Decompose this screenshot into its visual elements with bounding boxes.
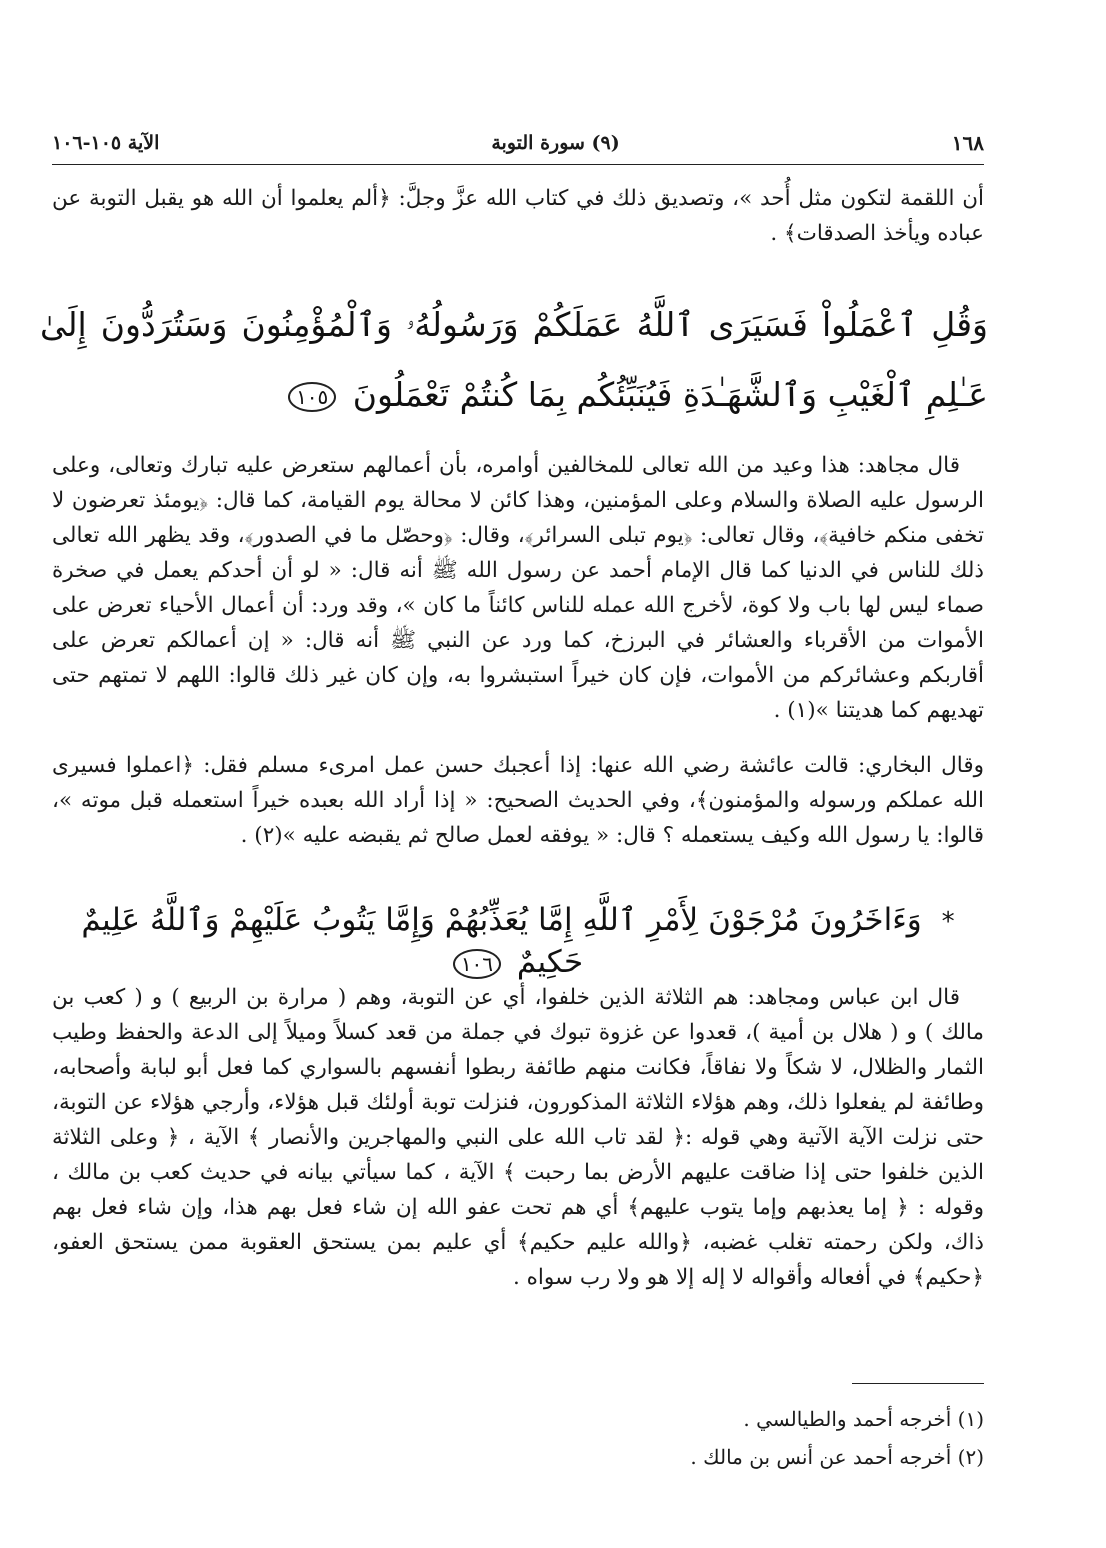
- header-divider: [52, 164, 984, 165]
- commentary-105-p1: قال مجاهد: هذا وعيد من الله تعالى للمخالفين أوامره، بأن أعمالهم ستعرض عليه تبارك وتعالى، وعلى الرسول عليه الصلاة والسلام وعلى المؤمنين، وهذا كائن لا محالة يوم القيامة، كما قال: ﴿يومئذ تعرضون لا تخفى منكم خافية﴾، وقال تعالى: ﴿يوم تبلى السرائر﴾، وقال: ﴿وحصّل ما في الصدور﴾، وقد يظهر الله تعالى ذلك للناس في الدنيا كما قال الإمام أحمد عن رسول الله ﷺ أنه قال: « لو أن أحدكم يعمل في صخرة صماء ليس لها باب ولا كوة، لأخرج الله عمله للناس كائناً ما كان »، وقد ورد: أن أعمال الأحياء تعرض على الأموات من الأقرباء والعشائر في البرزخ، كما ورد عن النبي ﷺ أنه قال: « إن أعمالكم تعرض على أقاربكم وعشائركم من الأموات، فإن كان خيراً استبشروا به، وإن كان غير ذلك قالوا: اللهم لا تمتهم حتى تهديهم كما هديتنا »(١) .: [52, 453, 984, 723]
- verse-106: [52, 900, 984, 982]
- verse-106-number: ١٠٦: [453, 949, 501, 979]
- commentary-105-p2: وقال البخاري: قالت عائشة رضي الله عنها: إذا أعجبك حسن عمل امرىء مسلم فقل: ﴿اعملوا فسيرى الله عملكم ورسوله والمؤمنون﴾، وفي الحديث الصحيح: « إذا أراد الله بعبده خيراً استعمله قبل موته »، قالوا: يا رسول الله وكيف يستعمله ؟ قال: « يوفقه لعمل صالح ثم يقبضه عليه »(٢) .: [52, 753, 984, 848]
- intro-paragraph: أن اللقمة لتكون مثل أُحد »، وتصديق ذلك في كتاب الله عزَّ وجلَّ: ﴿ألم يعلموا أن الله هو يقبل التوبة عن عباده ويأخذ الصدقات﴾ .: [52, 186, 984, 246]
- verse-105: [40, 290, 988, 430]
- verse-105-number: ١٠٥: [288, 382, 336, 412]
- footnote-1: (١) أخرجه أحمد والطيالسي .: [743, 1407, 984, 1431]
- footnote-2: (٢) أخرجه أحمد عن أنس بن مالك .: [690, 1445, 984, 1469]
- verse-106-star: *: [941, 907, 955, 937]
- verse-106-text: وَءَاخَرُونَ مُرْجَوْنَ لِأَمْرِ ٱللَّهِ إِمَّا يُعَذِّبُهُمْ وَإِمَّا يَتُوبُ عَلَيْهِمْ وَٱللَّهُ عَلِيمٌ حَكِيمٌ: [81, 902, 922, 980]
- surah-title: (٩) سورة التوبة: [491, 132, 620, 154]
- commentary-106: قال ابن عباس ومجاهد: هم الثلاثة الذين خلفوا، أي عن التوبة، وهم ( مرارة بن الربيع ) و ( كعب بن مالك ) و ( هلال بن أمية )، قعدوا عن غزوة تبوك في جملة من قعد كسلاً وميلاً إلى الدعة والحفظ وطيب الثمار والظلال، لا شكاً ولا نفاقاً، فكانت منهم طائفة ربطوا أنفسهم بالسواري كما فعل أبو لبابة وأصحابه، وطائفة لم يفعلوا ذلك، وهم هؤلاء الثلاثة المذكورون، فنزلت توبة أولئك قبل هؤلاء، وأرجي هؤلاء عن التوبة، حتى نزلت الآية الآتية وهي قوله :﴿ لقد تاب الله على النبي والمهاجرين والأنصار ﴾ الآية ، ﴿ وعلى الثلاثة الذين خلفوا حتى إذا ضاقت عليهم الأرض بما رحبت ﴾ الآية ، كما سيأتي بيانه في حديث كعب بن مالك ، وقوله : ﴿ إما يعذبهم وإما يتوب عليهم﴾ أي هم تحت عفو الله إن شاء فعل بهم هذا، وإن شاء فعل بهم ذاك، ولكن رحمته تغلب غضبه، ﴿والله عليم حكيم﴾ أي عليم بمن يستحق العقوبة ممن يستحق العفو، ﴿حكيم﴾ في أفعاله وأقواله لا إله إلا هو ولا رب سواه .: [52, 985, 984, 1290]
- verse-105-text: وَقُلِ ٱعْمَلُواْ فَسَيَرَى ٱللَّهُ عَمَلَكُمْ وَرَسُولُهُۥ وَٱلْمُؤْمِنُونَ وَسَتُرَدُّونَ إِلَىٰ عَـٰلِمِ ٱلْغَيْبِ وَٱلشَّهَـٰدَةِ فَيُنَبِّئُكُم بِمَا كُنتُمْ تَعْمَلُونَ: [40, 305, 988, 414]
- page-number: ١٦٨: [951, 131, 984, 155]
- ayah-range: الآية ١٠٥-١٠٦: [52, 132, 160, 154]
- footnote-divider: [852, 1383, 984, 1384]
- page-header: [52, 128, 984, 158]
